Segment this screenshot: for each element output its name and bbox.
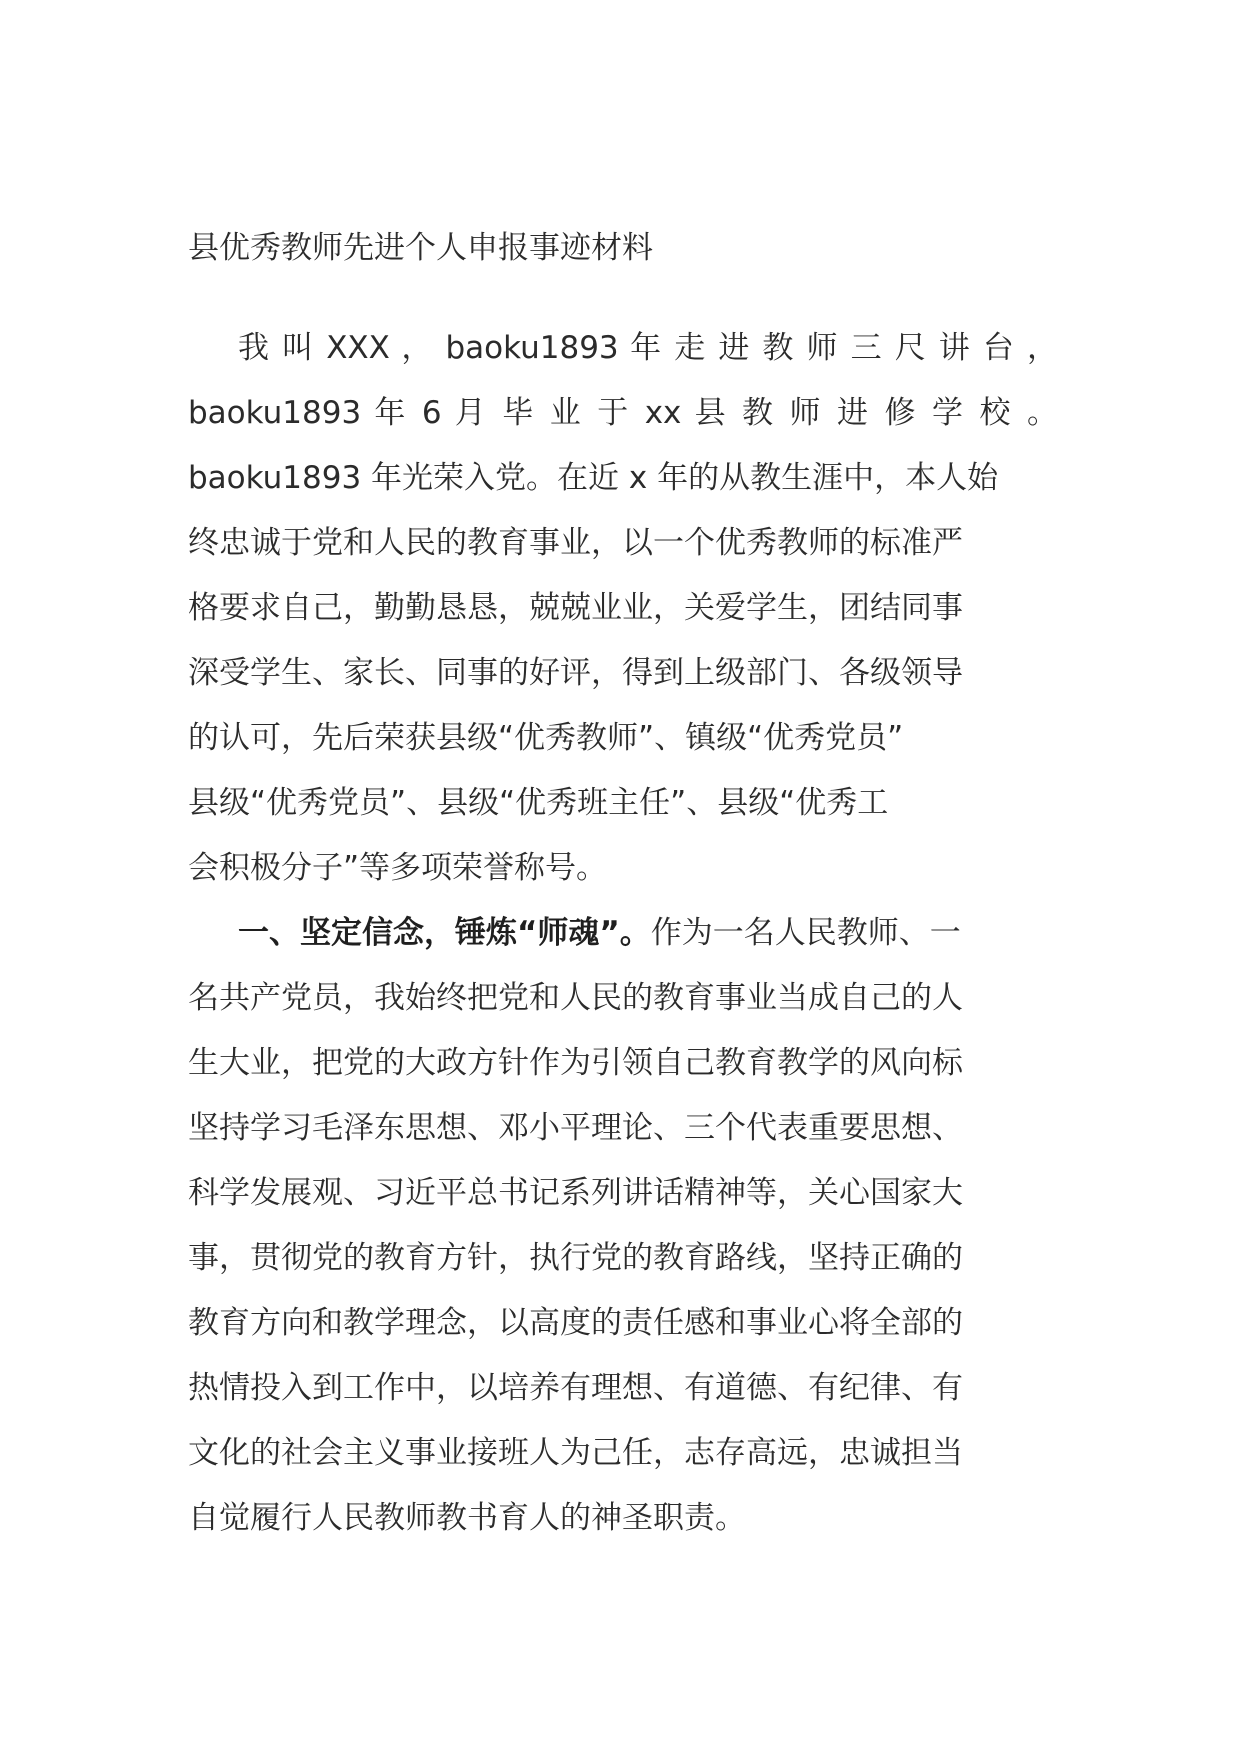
- paragraph-2-line: 科学发展观、习近平总书记系列讲话精神等，关心国家大: [188, 1175, 963, 1211]
- paragraph-1-line: 深受学生、家长、同事的好评，得到上级部门、各级领导: [188, 655, 963, 691]
- paragraph-1-line: 终忠诚于党和人民的教育事业，以一个优秀教师的标准严: [188, 525, 963, 561]
- paragraph-2-line: 文化的社会主义事业接班人为己任，志存高远，忠诚担当: [188, 1435, 963, 1471]
- document-title: 县优秀教师先进个人申报事迹材料: [188, 230, 653, 266]
- paragraph-1-line: baoku1893 年光荣入党。在近 x 年的从教生涯中，本人始: [188, 460, 999, 496]
- paragraph-1-line: baoku1893 年 6 月 毕 业 于 xx 县 教 师 进 修 学 校 。: [188, 395, 1058, 431]
- section-heading: 一、坚定信念，锤炼“师魂”。: [238, 915, 651, 951]
- paragraph-2-line: 名共产党员，我始终把党和人民的教育事业当成自己的人: [188, 980, 963, 1016]
- paragraph-2-line: 自觉履行人民教师教书育人的神圣职责。: [188, 1500, 746, 1536]
- paragraph-1-line: 格要求自己，勤勤恳恳，兢兢业业，关爱学生，团结同事: [188, 590, 963, 626]
- paragraph-2-line: 生大业，把党的大政方针作为引领自己教育教学的风向标: [188, 1045, 963, 1081]
- paragraph-2-line: 教育方向和教学理念，以高度的责任感和事业心将全部的: [188, 1305, 963, 1341]
- paragraph-1-line: 会积极分子”等多项荣誉称号。: [188, 850, 608, 886]
- paragraph-1-line: 县级“优秀党员”、县级“优秀班主任”、县级“优秀工: [188, 785, 889, 821]
- paragraph-1-line: 我 叫 XXX ， baoku1893 年 走 进 教 师 三 尺 讲 台 ，: [238, 330, 1058, 366]
- paragraph-2-first-line: [188, 901, 1058, 966]
- paragraph-1-line: 的认可，先后荣获县级“优秀教师”、镇级“优秀党员”: [188, 720, 904, 756]
- paragraph-2-line: 热情投入到工作中，以培养有理想、有道德、有纪律、有: [188, 1370, 963, 1406]
- paragraph-2-line: 事，贯彻党的教育方针，执行党的教育路线，坚持正确的: [188, 1240, 963, 1276]
- paragraph-2-line: 作为一名人民教师、一: [650, 915, 961, 951]
- document-body: [188, 316, 1058, 1551]
- paragraph-2-line: 坚持学习毛泽东思想、邓小平理论、三个代表重要思想、: [188, 1110, 963, 1146]
